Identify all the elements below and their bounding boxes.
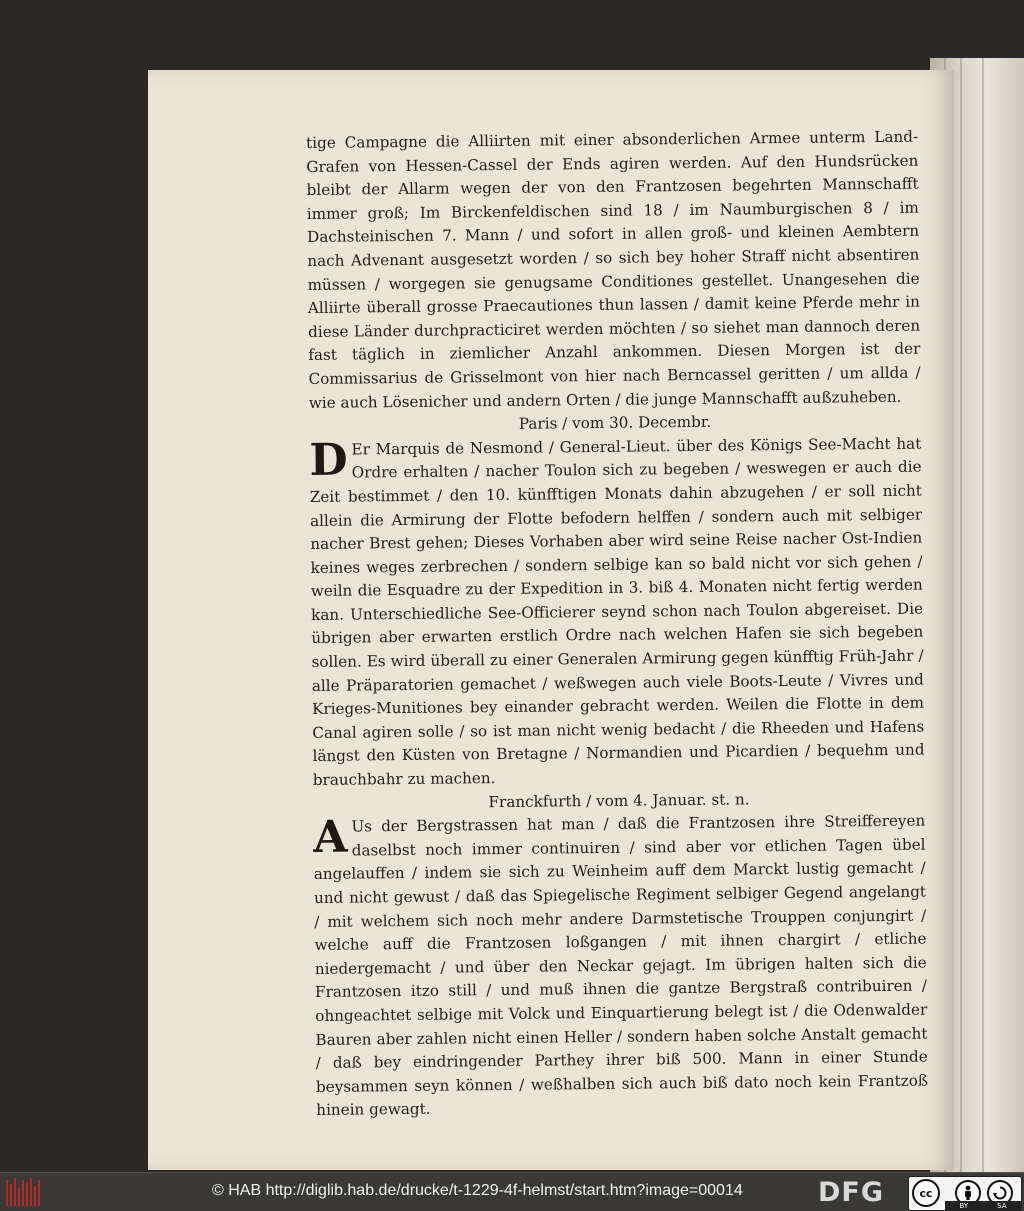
by-label: BY (959, 1202, 969, 1210)
paragraph-1: tige Campagne die Alliirten mit einer absonderlichen Armee unterm Land-Grafen von Hessen-Cassel der Ends agiren werden. Auf den Hundsrücken bleibt der Allarm wegen der von den Frantzosen begehrten Mannschafft immer groß; Im Birckenfeldischen sind 18 / im Naumburgischen 8 / im Dachsteinischen 7. Mann / und sofort in allen groß- und kleinen Aembtern nach Advenant ausgesetzt worden / so sich bey hoher Straff nicht absentiren müssen / worgegen sie genugsame Conditiones gestellet. Unangesehen die Alliirte überall grosse Praecautiones thun lassen / damit keine Pferde mehr in diese Länder durchpracticiret werden möchten / so siehet man dannoch deren fast täglich in ziemlicher Anzahl ankommen. Diesen Morgen ist der Commissarius de Grisselmont von hier nach Berncassel geritten / um allda / wie auch Lösenicher und andern Orten / die junge Mannschafft außzuheben. (306, 127, 921, 412)
paragraph-paris: D Er Marquis de Nesmond / General-Lieut. über des Königs See-Macht hat Ordre erhalten / nacher Toulon sich zu begeben / weswegen er auch die Zeit bestimmet / den 10. künfftigen Monats dahin abzugehen / er soll nicht allein die Armirung der Flotte befodern helffen / sondern auch mit selbiger nacher Brest gehen; Dieses Vorhaben aber wird seine Reise nacher Ost-Indien keines weges zerbrechen / sondern selbige kan so bald nicht vor sich gehen / weiln die Esquadre zu der Expedition in 3. biß 4. Monaten nicht fertig werden kan. Unterschiedliche See-Officierer seynd schon nach Toulon abgereiset. Die übrigen aber erwarten erstlich Ordre nach welchen Hafen sie sich begeben sollen. Es wird überall zu einer Generalen Armirung gegen künfftig Früh-Jahr / alle Präparatorien gemachet / weßwegen auch viele Boots-Leute / Vivres und Krieges-Munitiones bey einander gebracht werden. Weilen die Flotte in dem Canal agiren solle / so ist man nicht wenig bedacht / die Rheeden und Hafens längst den Küsten von Bretagne / Normandien und Picardien / bequehm und brauchbahr zu machen. (309, 434, 925, 789)
paragraph-franckfurth: A Us der Bergstrassen hat man / daß die Frantzosen ihre Streiffereyen daselbst noch immer continuiren / sind aber vor etlichen Tagen übel angelauffen / indem sie sich zu Weinheim auff dem Marckt lustig gemacht / und nicht gewust / daß das Spiegelische Regiment selbiger Gegend angelangt / mit welchem sich noch mehr andere Darmstetische Trouppen conjungirt / welche auff die Frantzosen loßgangen / mit ihnen chargirt / etliche niedergemacht / und über den Neckar gejagt. Im übrigen halten sich die Frantzosen itzo still / und muß ihnen die gantze Bergstraß contribuiren / ohngeachtet selbige mit Volck und Einquartierung belegt ist / die Odenwalder Bauren aber zahlen nicht einen Heller / sondern haben solche Anstalt gemacht / daß bey eindringender Parthey ihrer biß 500. Mann in einer Stunde beysammen seyn können / weßhalben sich auch biß dato noch kein Frantzoß hinein gewagt. (313, 811, 929, 1120)
cc-license-badge[interactable] (908, 1176, 1022, 1211)
dateline-paris: Paris / vom 30. Decembr. (518, 412, 712, 433)
dropcap-d: D (309, 434, 348, 486)
dfg-logo[interactable]: DFG (818, 1177, 885, 1208)
page-text (306, 126, 928, 1123)
license-labels (945, 1201, 1021, 1211)
sa-label: SA (997, 1202, 1007, 1210)
scanned-page (148, 70, 954, 1170)
cc-icon: cc (912, 1179, 940, 1207)
dateline-franckfurth: Franckfurth / vom 4. Januar. st. n. (488, 790, 750, 811)
dropcap-a: A (313, 811, 348, 864)
barcode-icon (6, 1178, 40, 1206)
source-url-link[interactable]: © HAB http://diglib.hab.de/drucke/t-1229-4f-helmst/start.htm?image=00014 (212, 1182, 743, 1199)
footer-bar (0, 1172, 1024, 1211)
